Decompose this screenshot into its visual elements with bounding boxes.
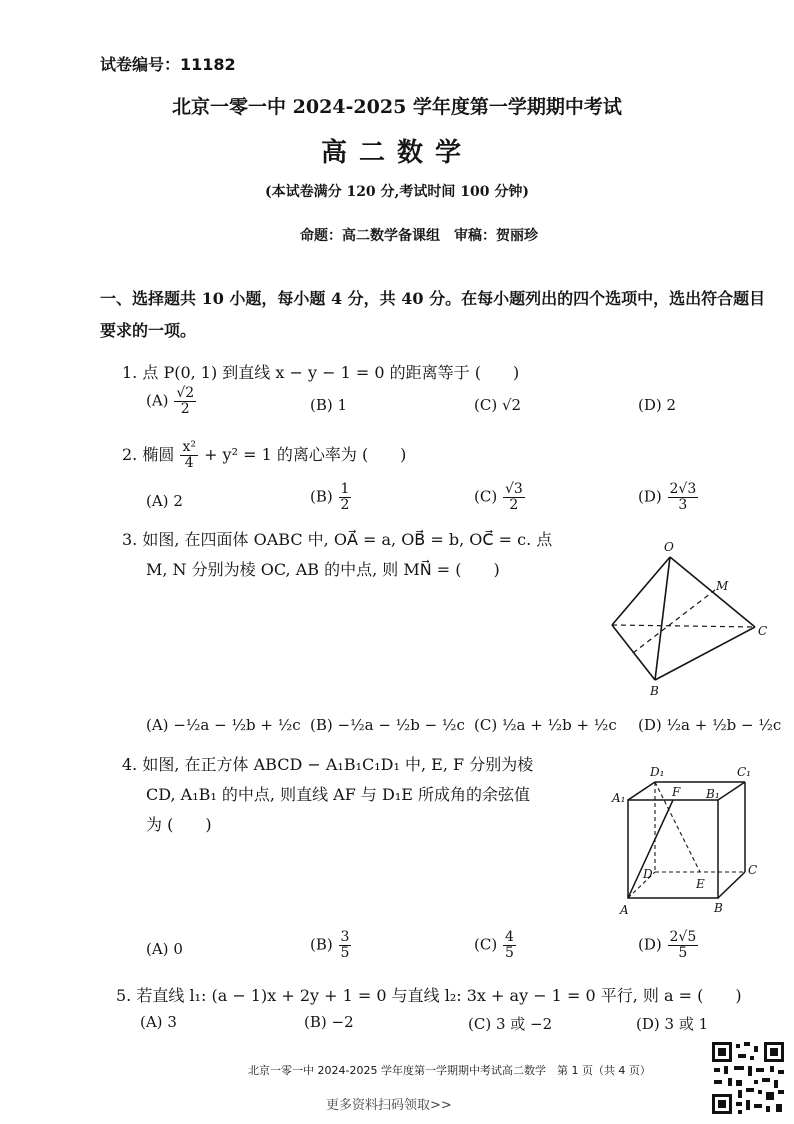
question-5-stem: 5. 若直线 l₁: (a − 1)x + 2y + 1 = 0 与直线 l₂: 3x + ay − 1 = 0 平行, 则 a = ( ): [116, 986, 742, 1005]
q5-option-d: (D) 3 或 1: [636, 1015, 709, 1033]
label-b: B: [714, 901, 723, 915]
label-m: M: [716, 579, 729, 593]
label-f: F: [672, 785, 681, 799]
q4-option-d: (D) $\frac{2√5}{5}$: [638, 929, 697, 961]
q5-option-b: (B) −2: [304, 1013, 354, 1031]
section-title: 一、选择题共 10 小题，每小题 4 分，共 40 分。在每小题列出的四个选项中，选出符合题目要求的一项。: [100, 289, 766, 340]
label-a1: A₁: [612, 791, 626, 805]
qr-code-icon[interactable]: [710, 1040, 786, 1116]
q4-option-c: (C) $\frac{4}{5}$: [474, 929, 514, 961]
label-d1: D₁: [650, 765, 665, 779]
q2-option-b: (B) $\frac{1}{2}$: [310, 481, 350, 513]
label-c: C: [758, 624, 768, 638]
q1-option-b: (B) 1: [310, 396, 348, 414]
cube-figure: [610, 762, 780, 922]
school-title: 北京一零一中 2024-2025 学年度第一学期期中考试: [172, 96, 622, 118]
q1-option-a: (A) $\frac{√2}{2}$: [146, 385, 195, 417]
question-4-stem-line1: 4. 如图, 在正方体 ABCD − A₁B₁C₁D₁ 中, E, F 分别为棱: [122, 755, 534, 774]
label-d: D: [643, 867, 653, 881]
q5-option-a: (A) 3: [140, 1013, 177, 1031]
question-4-stem-line2: CD, A₁B₁ 的中点, 则直线 AF 与 D₁E 所成角的余弦值: [146, 785, 530, 804]
q2-option-d: (D) $\frac{2√3}{3}$: [638, 481, 697, 513]
question-4-stem-line3: 为 ( ): [146, 815, 212, 834]
q3-option-b: (B) −½a − ½b − ½c: [310, 716, 465, 734]
q5-option-c: (C) 3 或 −2: [468, 1015, 553, 1033]
subject-title: 高二数学: [320, 138, 473, 168]
q2-option-a: (A) 2: [146, 492, 183, 510]
question-3-stem-line1: 3. 如图, 在四面体 OABC 中, OA⃗ = a, OB⃗ = b, OC⃗ = c. 点: [122, 530, 553, 549]
q3-option-c: (C) ½a + ½b + ½c: [474, 716, 617, 734]
label-o: O: [664, 540, 674, 554]
q1-option-c: (C) √2: [474, 396, 522, 414]
question-2-stem: 2. 椭圆 $\frac{\text{x²}}{4}$ + y² = 1 的离心率为 ( ): [122, 439, 407, 471]
q2-option-c: (C) $\frac{√3}{2}$: [474, 481, 523, 513]
question-1-stem: 1. 点 P(0, 1) 到直线 x − y − 1 = 0 的距离等于 ( ): [122, 363, 520, 382]
q1-option-d: (D) 2: [638, 396, 677, 414]
q3-option-d: (D) ½a + ½b − ½c: [638, 716, 782, 734]
label-c1: C₁: [737, 765, 751, 779]
more-materials-link[interactable]: 更多资料扫码领取>>: [326, 1098, 452, 1113]
question-3-stem-line2: M, N 分别为棱 OC, AB 的中点, 则 MN⃗ = ( ): [146, 560, 500, 579]
paper-code: 试卷编号：11182: [100, 55, 236, 74]
q3-option-a: (A) −½a − ½b + ½c: [146, 716, 301, 734]
page-footer: 北京一零一中 2024-2025 学年度第一学期期中考试高二数学 第 1 页（共 4 页）: [248, 1064, 651, 1077]
tetrahedron-figure: [600, 535, 790, 705]
authors-line: 命题：高二数学备课组 审稿：贺丽珍: [300, 228, 538, 244]
label-b1: B₁: [706, 787, 720, 801]
label-a: A: [620, 903, 629, 917]
label-b: B: [650, 684, 659, 698]
q4-option-a: (A) 0: [146, 940, 183, 958]
exam-info: (本试卷满分 120 分,考试时间 100 分钟): [264, 184, 530, 200]
label-e: E: [696, 877, 705, 891]
label-c: C: [748, 863, 758, 877]
q4-option-b: (B) $\frac{3}{5}$: [310, 929, 350, 961]
